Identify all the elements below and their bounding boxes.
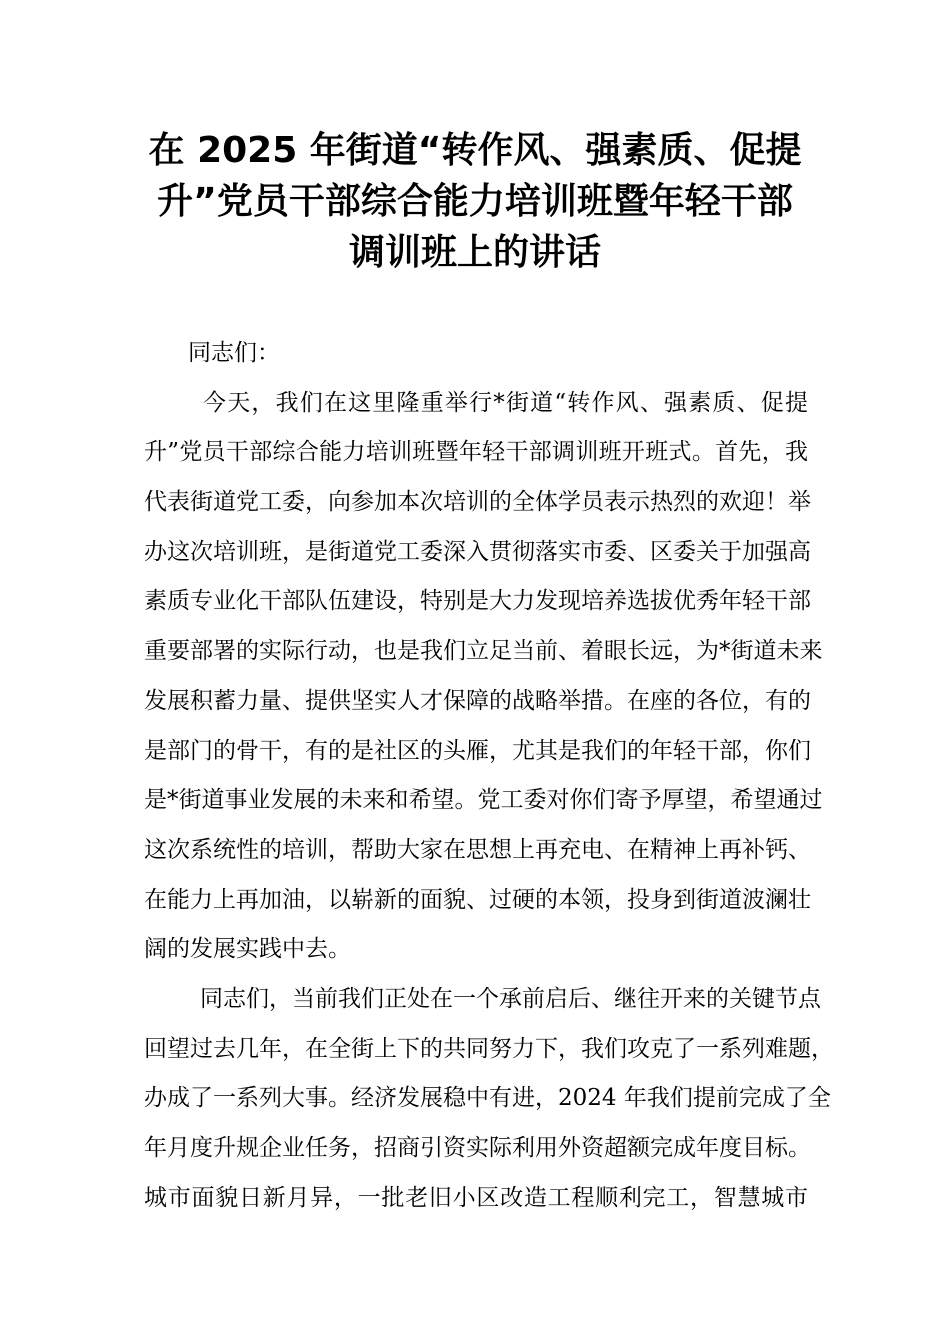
text-line: 今天，我们在这里隆重举行*街道“转作风、强素质、促提 xyxy=(203,389,808,416)
text-line: 办这次培训班，是街道党工委深入贯彻落实市委、区委关于加强高 xyxy=(144,538,811,565)
document-title xyxy=(0,125,950,278)
text-line: 是部门的骨干，有的是社区的头雁，尤其是我们的年轻干部，你们 xyxy=(144,737,811,764)
text-line: 同志们，当前我们正处在一个承前启后、继往开来的关键节点 xyxy=(200,985,821,1012)
text-line: 阔的发展实践中去。 xyxy=(144,936,351,963)
text-line: 这次系统性的培训，帮助大家在思想上再充电、在精神上再补钙、 xyxy=(144,836,811,863)
text-line: 升”党员干部综合能力培训班暨年轻干部调训班开班式。首先，我 xyxy=(144,439,808,466)
text-line: 代表街道党工委，向参加本次培训的全体学员表示热烈的欢迎！举 xyxy=(144,489,811,516)
text-line: 是*街道事业发展的未来和希望。党工委对你们寄予厚望，希望通过 xyxy=(144,787,823,814)
text-line: 回望过去几年，在全街上下的共同努力下，我们攻克了一系列难题， xyxy=(144,1035,834,1062)
document-body xyxy=(144,329,834,1223)
paragraph xyxy=(144,379,823,975)
paragraph xyxy=(144,975,834,1223)
text-line: 重要部署的实际行动，也是我们立足当前、着眼长远，为*街道未来 xyxy=(144,638,823,665)
paragraph-salutation xyxy=(144,329,808,379)
text-line: 在能力上再加油，以崭新的面貌、过硬的本领，投身到街道波澜壮 xyxy=(144,886,811,913)
title-line: 在 2025 年街道“转作风、强素质、促提 xyxy=(148,130,802,171)
text-line: 同志们： xyxy=(188,340,280,366)
title-line: 升”党员干部综合能力培训班暨年轻干部 xyxy=(157,181,793,222)
text-line: 发展积蓄力量、提供坚实人才保障的战略举措。在座的各位，有的 xyxy=(144,687,811,714)
text-line: 素质专业化干部队伍建设，特别是大力发现培养选拔优秀年轻干部 xyxy=(144,588,811,615)
text-line: 办成了一系列大事。经济发展稳中有进，2024 年我们提前完成了全 xyxy=(144,1085,831,1112)
title-line: 调训班上的讲话 xyxy=(348,232,601,273)
text-line: 城市面貌日新月异，一批老旧小区改造工程顺利完工，智慧城市 xyxy=(144,1184,808,1211)
text-line: 年月度升规企业任务，招商引资实际利用外资超额完成年度目标。 xyxy=(144,1135,811,1161)
